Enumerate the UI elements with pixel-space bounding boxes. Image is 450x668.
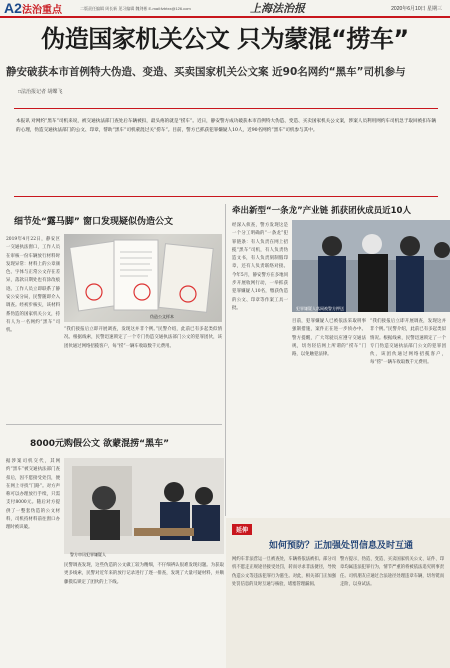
lead-top-rule [14, 108, 438, 109]
lead-paragraph: 本报讯 对网约“黑车”司机来说，被交通执法部门查处后车辆被扣，最头疼的就是“捞车”。近日，静安警方成功破获本市首例特大伪造、变造、买卖国家机关公文案，涉案人员利用网约车司机急于取回被扣车辆的心理，伪造交通执法部门的公文、印章，帮助“黑车”司机蒙混过关“捞车”。目前，警方已抓获犯罪嫌疑人10人，近90名网约“黑车”司机参与其中。 [16, 119, 436, 133]
lead-bottom-rule [14, 196, 438, 197]
section3-body-mid: 目前，犯罪嫌疑人已被依法采取刑事强制措施，案件正在进一步侦办中。警方提醒，广大驾驶员应遵守交通法规，切勿轻信网上所谓的“捞车”门路，以免触犯法律。 [292, 319, 366, 358]
section3-title: 牵出新型“一条龙”产业链 抓获团伙成员近10人 [232, 206, 411, 216]
extension-sidebar [226, 518, 450, 668]
column-divider [225, 204, 226, 516]
sidebar-tag: 延伸 [232, 524, 252, 535]
section1-photo-caption: 伪造公文样本 [150, 314, 174, 319]
section2-title: 8000元购假公文 欲蒙混捞“黑车” [30, 439, 170, 449]
newspaper-logo: 上海法治报 [250, 2, 305, 15]
main-headline: 伪造国家机关公文 只为蒙混“捞车” [41, 25, 409, 53]
section1-title: 细节处“露马脚” 窗口发现疑似伪造公文 [14, 217, 173, 227]
sub-headline: 静安破获本市首例特大伪造、变造、买卖国家机关公文案 近90名网约“黑车”司机参与 [6, 66, 406, 78]
sidebar-col-right: 警方提示，伪造、变造、买卖国家机关公文、证件、印章均属违法犯罪行为，情节严重的将被依法追究刑事责任。司机朋友应通过合法途径处理违章车辆，切勿铤而走险，以身试法。 [340, 557, 444, 587]
sidebar-title: 如何预防？正加强处罚信息及时互通 [268, 541, 413, 551]
issue-date: 2020年6月10日 星期三 [391, 5, 442, 12]
arrest-photo [292, 220, 450, 312]
sidebar-col-left: 网约车非法营运一旦被查处，车辆将依法被扣。部分司机不愿走正规途径接受处罚，转而寻求非法捷径，导致伪造公文等违法犯罪行为滋生。对此，相关部门正加强处罚信息的及时互通与核验，堵塞管理漏洞。 [232, 557, 336, 587]
interrogation-photo [64, 458, 224, 554]
section1-body-2: “我们接报后立即开展调查，发现这并非个例。”民警介绍，此前已有多起类似情况。根据线索，民警迅速锁定了一个专门伪造交通执法部门公文的犯罪团伙，该团伙通过网络招揽客户，每“捞”一辆车收取数千元费用。 [64, 327, 222, 349]
section3-body-right: “我们接报后立即开展调查，发现这并非个例。”民警介绍，此前已有多起类似情况。根据线索，民警迅速锁定了一个专门伪造交通执法部门公文的犯罪团伙，该团伙通过网络招揽客户，每“捞”一辆车收取数千元费用。 [370, 319, 446, 366]
section2-body: 据涉案司机交代，其网约“黑车”被交通执法部门查扣后，因不愿接受处罚，便在网上寻找“门路”。对方声称可以办理放行手续，只需支付8000元。随后对方提供了一整套伪造的公文材料，司机持材料前往窗口办理时被识破。 [6, 459, 60, 531]
forged-document-photo [64, 234, 222, 322]
section-name: 法治重点 [22, 4, 62, 16]
editor-info: 二版责任编辑 周长新 见习编辑 魏剑彬 E-mail:fzbtxx@126.com [80, 5, 191, 11]
masthead [0, 0, 450, 18]
byline: □法治报记者 胡蝶飞 [18, 89, 63, 95]
section3-body-left: 经深入侦查，警方发现这是一个分工明确的“一条龙”犯罪链条：有人负责在网上招揽“黑车”司机，有人负责伪造文书，有人负责刻制假印章，还有人负责联络对接。今年5月，静安警方在多地同步开展收网行动，一举抓获犯罪嫌疑人10名，缴获伪造的公文、印章等作案工具一批。 [232, 223, 288, 311]
page-number: A2 [4, 0, 22, 16]
section1-body: 2019年4月22日，静安区一交通执法窗口，工作人员在审核一份车辆放行材料时发现异常：材料上的公章颜色、字体与正常公文存在差异，落款日期处也有涂改痕迹。工作人员立即联系了静安公安分局，民警随即介入调查。经初步核实，该材料系伪造的国家机关公文，持有人为一名网约“黑车”司机。 [6, 237, 60, 334]
section2-body-2: 民警调查发现，这些伪造的公文做工较为精细，不仔细辨认很难发现问题。为获取更多线索，民警对近年来的放行记录进行了逐一排查，发现了大量可疑材料，并顺藤摸瓜锁定了团伙的上下线。 [64, 563, 224, 585]
section2-photo-caption: 警方审讯犯罪嫌疑人 [70, 552, 106, 557]
section-divider [6, 424, 222, 425]
section3-photo-caption: 犯罪嫌疑人落网被警方押送 [296, 306, 344, 311]
